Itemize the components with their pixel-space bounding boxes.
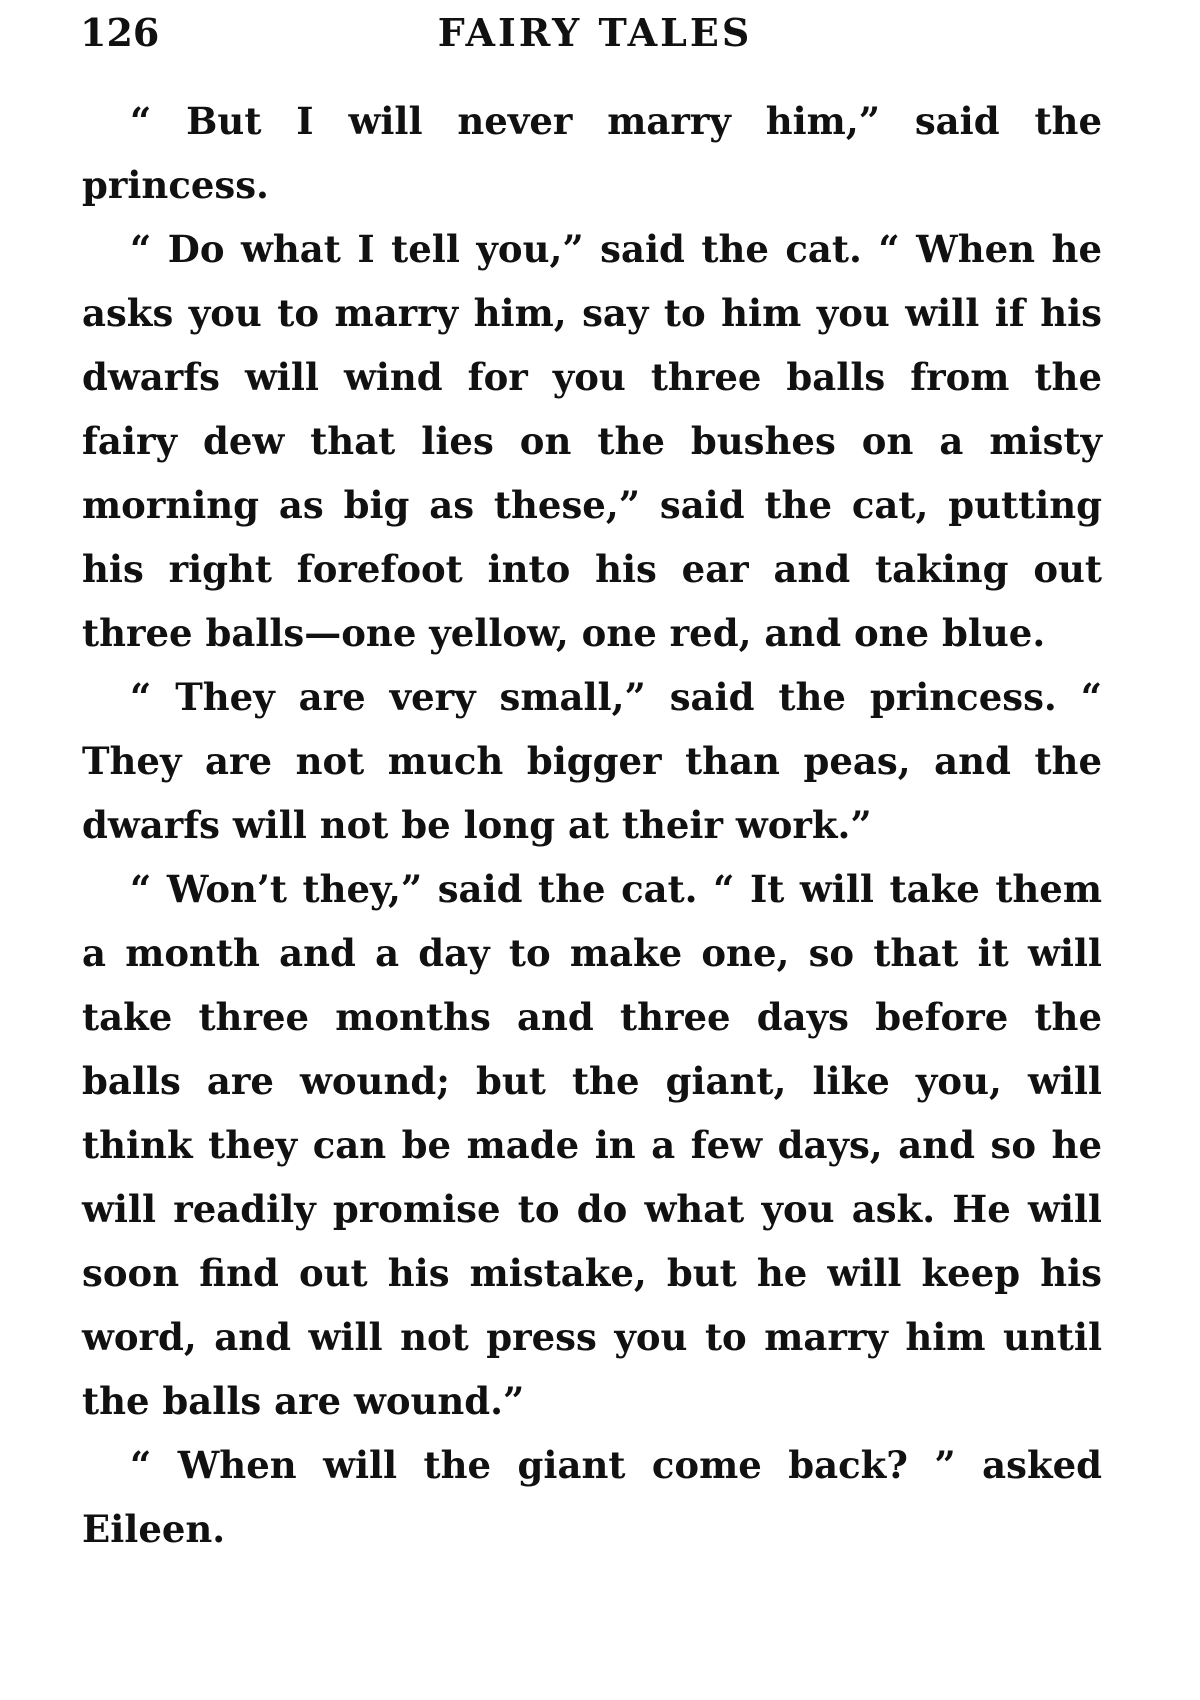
paragraph-1: “ But I will never marry him,” said the princess. xyxy=(82,99,1102,207)
page-number: 126 xyxy=(80,10,160,55)
body-text xyxy=(82,89,1102,1561)
paragraph-2: “ Do what I tell you,” said the cat. “ When he asks you to marry him, say to him you will if his dwarfs will wind for you three balls from the fairy dew that lies on the bushes on a misty morning as big as these,” said the cat, putting his right forefoot into his ear and taking out three balls—one yellow, one red, and one blue. xyxy=(82,227,1102,655)
paragraph-3: “ They are very small,” said the princess. “ They are not much bigger than peas, and the dwarfs will not be long at their work.” xyxy=(82,675,1102,847)
running-title: FAIRY TALES xyxy=(437,10,753,55)
paragraph-5: “ When will the giant come back? ” asked Eileen. xyxy=(82,1443,1102,1551)
page-header xyxy=(80,8,1110,58)
paragraph-4: “ Won’t they,” said the cat. “ It will take them a month and a day to make one, so that it will take three months and three days before the balls are wound; but the giant, like you, will think they can be made in a few days, and so he will readily promise to do what you ask. He will soon find out his mistake, but he will keep his word, and will not press you to marry him until the balls are wound.” xyxy=(82,867,1102,1423)
